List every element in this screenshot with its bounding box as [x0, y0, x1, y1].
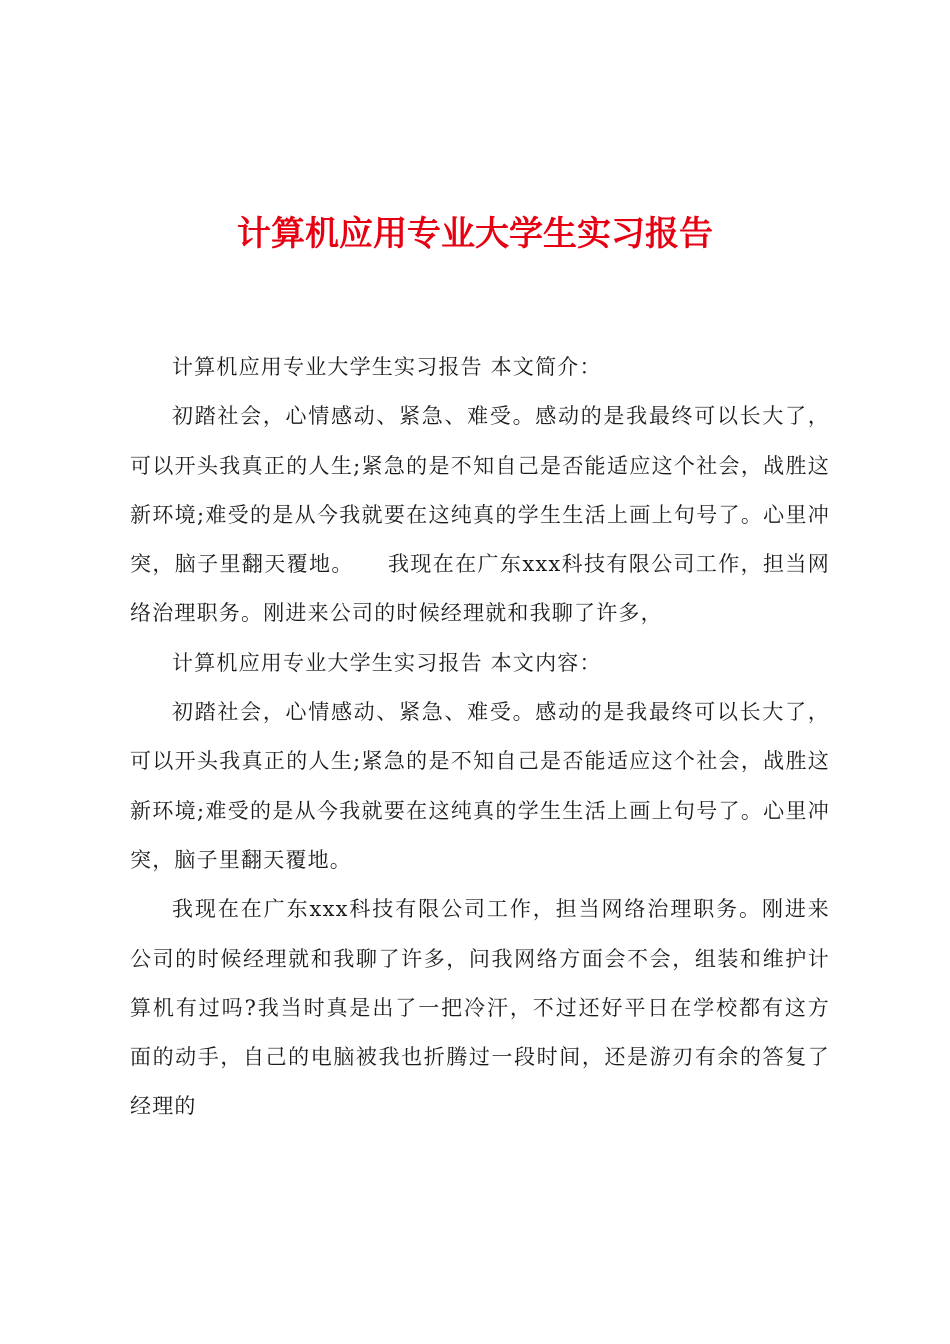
content-paragraph-1: 初踏社会，心情感动、紧急、难受。感动的是我最终可以长大了，可以开头我真正的人生;紧急的是不知自己是否能适应这个社会，战胜这新环境;难受的是从今我就要在这纯真的学生生活上画上句号了。心里冲突，脑子里翻天覆地。 — [130, 700, 830, 872]
document-title: 计算机应用专业大学生实习报告 — [237, 214, 713, 254]
content-paragraph-2: 我现在在广东xxx科技有限公司工作，担当网络治理职务。刚进来公司的时候经理就和我聊了许多，问我网络方面会不会，组装和维护计算机有过吗?我当时真是出了一把冷汗，不过还好平日在学校都有这方面的动手，自己的电脑被我也折腾过一段时间，还是游刃有余的答复了经理的 — [130, 897, 830, 1119]
content-heading: 计算机应用专业大学生实习报告 本文内容： — [172, 650, 602, 675]
intro-paragraph: 初踏社会，心情感动、紧急、难受。感动的是我最终可以长大了，可以开头我真正的人生;紧急的是不知自己是否能适应这个社会，战胜这新环境;难受的是从今我就要在这纯真的学生生活上画上句号了。心里冲突，脑子里翻天覆地。 我现在在广东xxx科技有限公司工作，担当网络治理职务。刚进来公司的时候经理就和我聊了许多， — [130, 404, 830, 626]
intro-heading: 计算机应用专业大学生实习报告 本文简介： — [172, 355, 602, 379]
document-body — [130, 343, 830, 1132]
